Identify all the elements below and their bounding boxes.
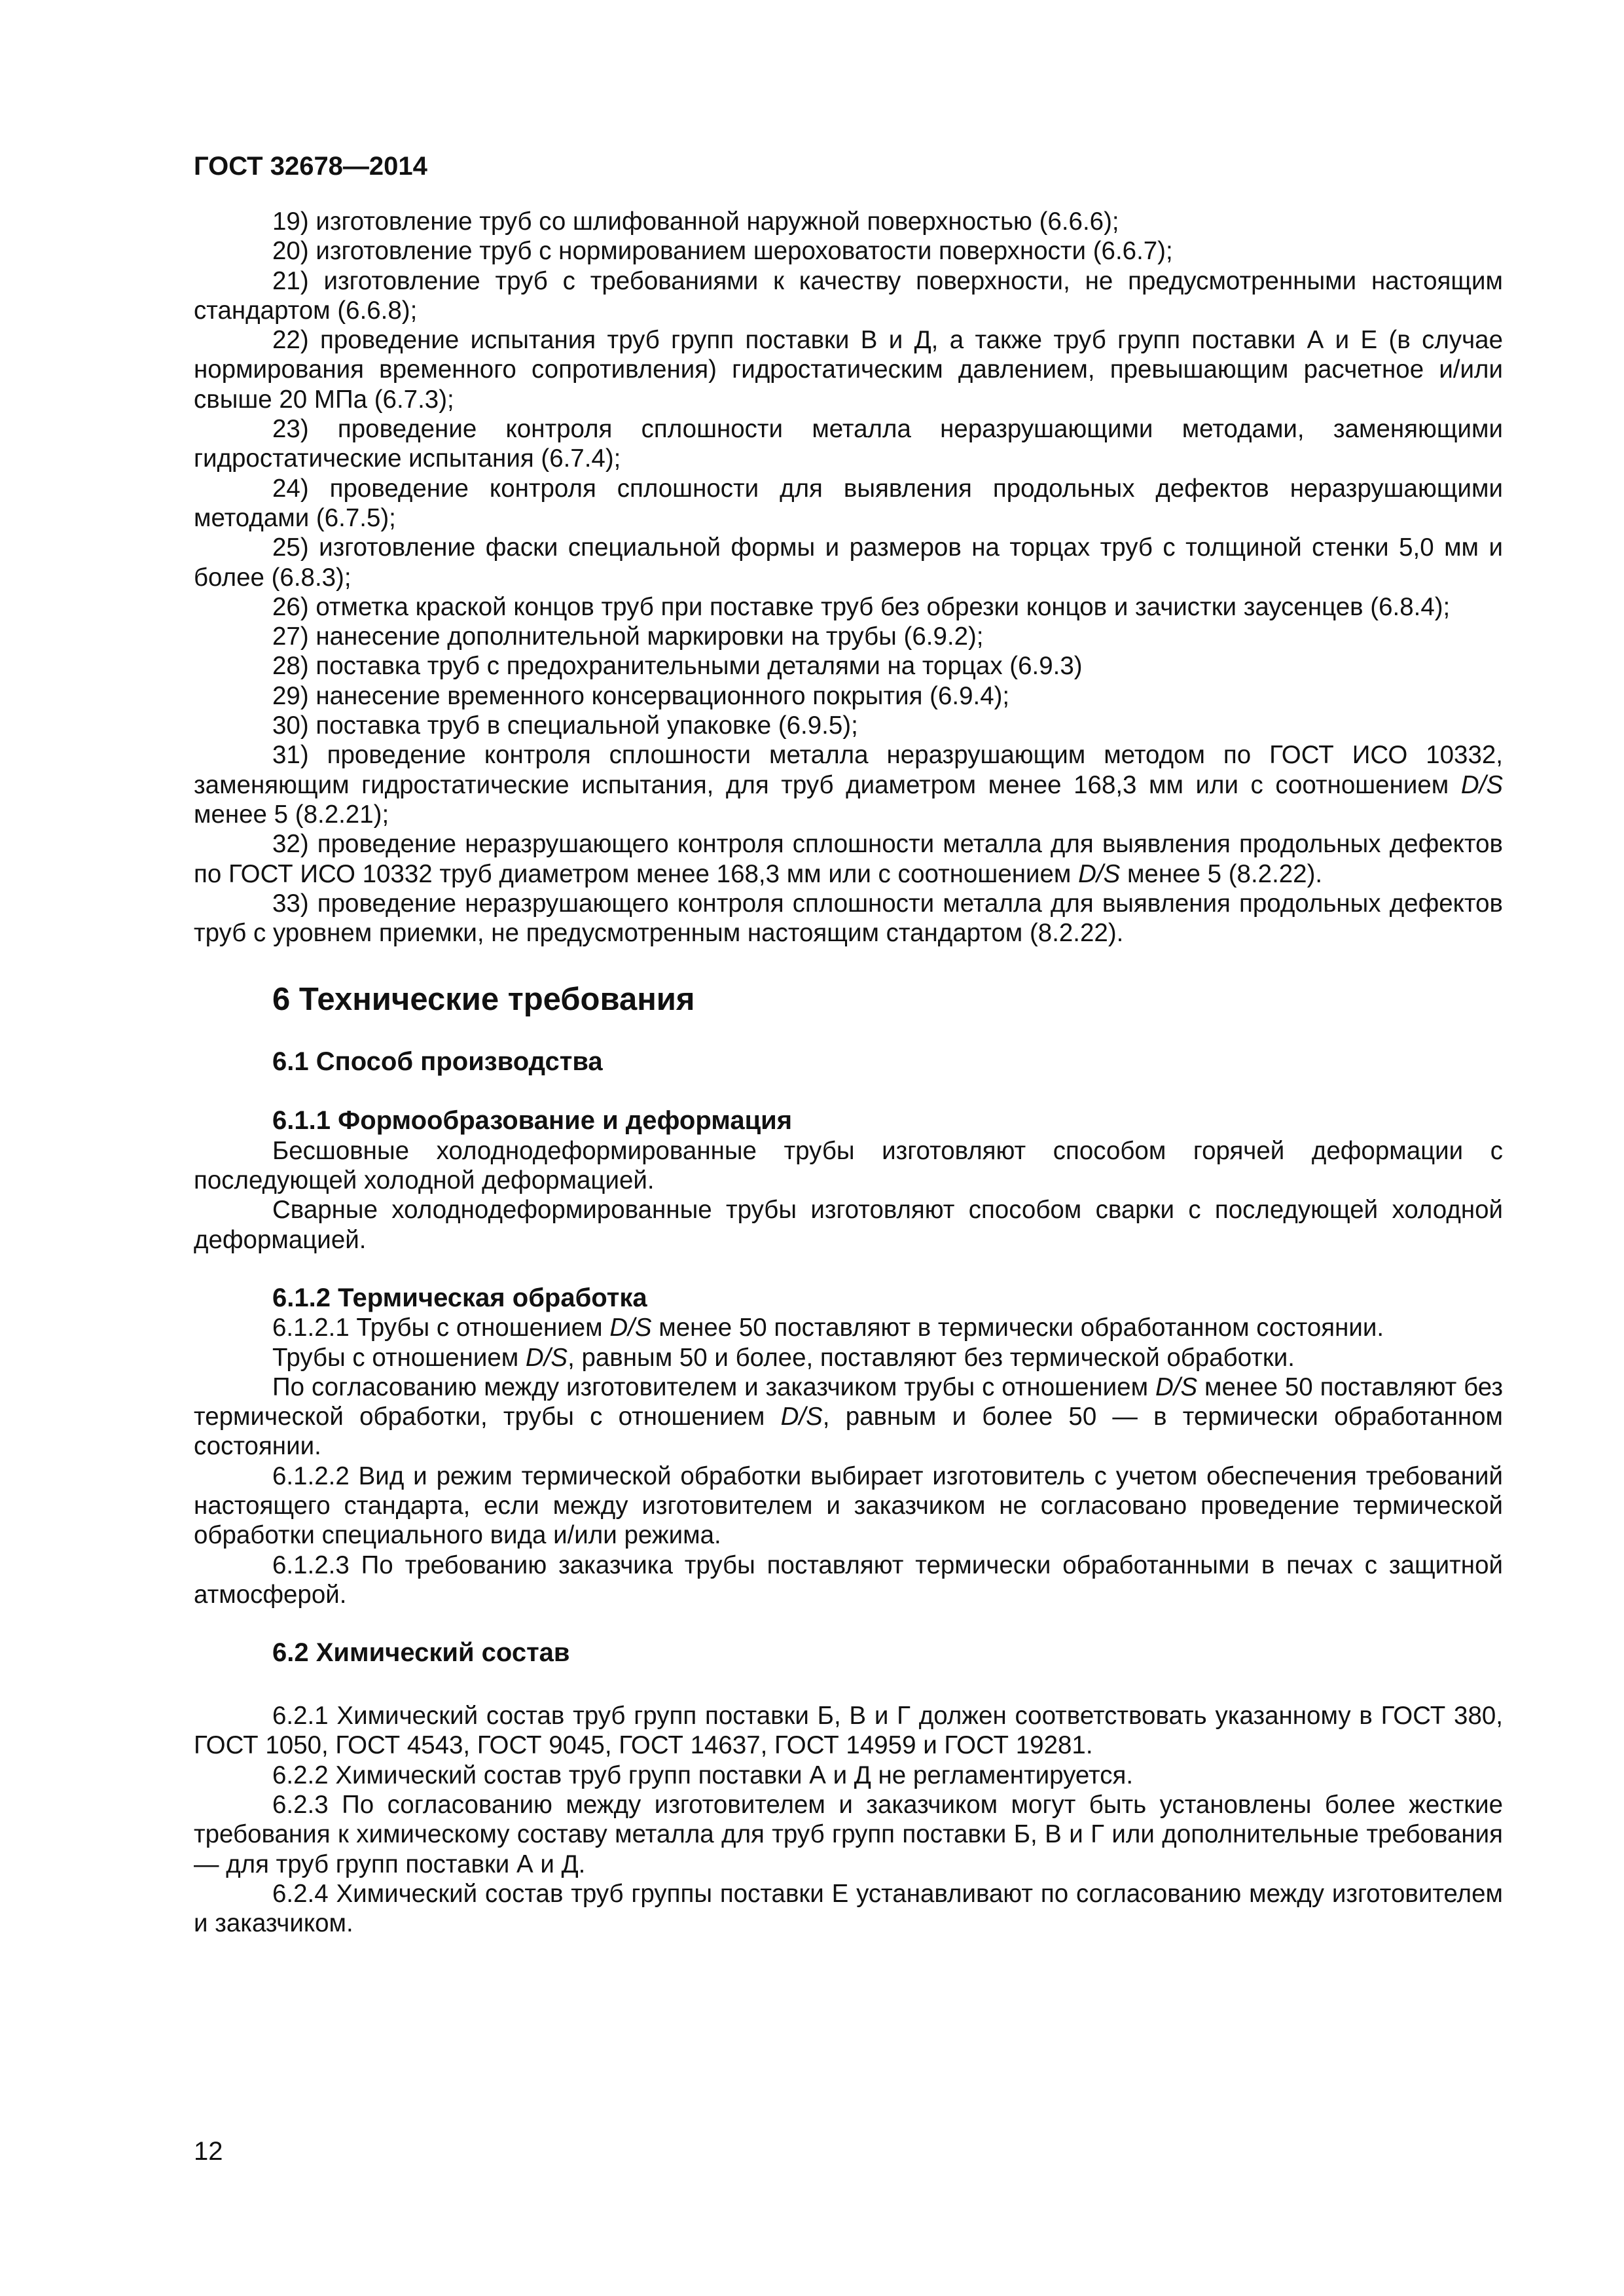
paragraph: Трубы с отношением D/S, равным 50 и более, поставляют без термической обработки.	[272, 1343, 1295, 1372]
list-item: 28) поставка труб с предохранительными деталями на торцах (6.9.3)	[272, 652, 1083, 681]
requirements-list	[194, 207, 1503, 948]
section-6-2-title: 6.2 Химический состав	[272, 1638, 570, 1668]
list-item: 21) изготовление труб с требованиями к качеству поверхности, не предусмотренными настоящим стандартом (6.6.8);	[194, 266, 1503, 325]
document-header: ГОСТ 32678—2014	[194, 152, 427, 181]
paragraph: 6.2.1 Химический состав труб групп поставки Б, В и Г должен соответствовать указанному в ГОСТ 380, ГОСТ 1050, ГОСТ 4543, ГОСТ 9045, ГОСТ 14637, ГОСТ 14959 и ГОСТ 19281.	[194, 1702, 1503, 1760]
paragraph: Бесшовные холоднодеформированные трубы изготовляют способом горячей деформации с последующей холодной деформацией.	[194, 1136, 1503, 1195]
paragraph: По согласованию между изготовителем и заказчиком трубы с отношением D/S менее 50 поставляют без термической обработки, трубы с отношением D/S, равным и более 50 — в термически обработанном состоянии.	[194, 1372, 1503, 1461]
paragraph: 6.1.2.3 По требованию заказчика трубы поставляют термически обработанными в печах с защитной атмосферой.	[194, 1551, 1503, 1609]
paragraph: 6.1.2.2 Вид и режим термической обработки выбирает изготовитель с учетом обеспечения требований настоящего стандарта, если между изготовителем и заказчиком не согласовано проведение термической обработки специального вида и/или режима.	[194, 1462, 1503, 1550]
paragraph: 6.2.2 Химический состав труб групп поставки А и Д не регламентируется.	[272, 1761, 1134, 1789]
list-item: 30) поставка труб в специальной упаковке (6.9.5);	[272, 711, 858, 740]
paragraph: 6.2.4 Химический состав труб группы поставки Е устанавливают по согласованию между изготовителем и заказчиком.	[194, 1879, 1503, 1938]
list-item: 33) проведение неразрушающего контроля сплошности металла для выявления продольных дефектов труб с уровнем приемки, не предусмотренным настоящим стандартом (8.2.22).	[194, 889, 1503, 948]
list-item: 31) проведение контроля сплошности металла неразрушающим методом по ГОСТ ИСО 10332, заменяющим гидростатические испытания, для труб диаметром менее 168,3 мм или с соотношением D/S менее 5 (8.2.21);	[194, 741, 1503, 829]
list-item: 29) нанесение временного консервационного покрытия (6.9.4);	[272, 681, 1010, 710]
list-item: 22) проведение испытания труб групп поставки В и Д, а также труб групп поставки А и Е (в случае нормирования временного сопротивления) гидростатическим давлением, превышающим расчетное и/или свыше 20 МПа (6.7.3);	[194, 326, 1503, 414]
section-6-1-1-title: 6.1.1 Формообразование и деформация	[272, 1106, 793, 1136]
section-6-1-2-title: 6.1.2 Термическая обработка	[272, 1283, 647, 1312]
paragraph: 6.2.3 По согласованию между изготовителем и заказчиком могут быть установлены более жесткие требования к химическому составу металла для труб групп поставки Б, В и Г или дополнительные требования — для труб групп поставки А и Д.	[194, 1791, 1503, 1878]
list-item: 27) нанесение дополнительной маркировки на трубы (6.9.2);	[272, 622, 984, 651]
section-6-1-title: 6.1 Способ производства	[272, 1047, 603, 1077]
section-6-title: 6 Технические требования	[272, 982, 695, 1018]
paragraph: Сварные холоднодеформированные трубы изготовляют способом сварки с последующей холодной деформацией.	[194, 1196, 1503, 1254]
list-item: 32) проведение неразрушающего контроля сплошности металла для выявления продольных дефектов по ГОСТ ИСО 10332 труб диаметром менее 168,3 мм или с соотношением D/S менее 5 (8.2.22).	[194, 830, 1503, 888]
list-item: 23) проведение контроля сплошности металла неразрушающими методами, заменяющими гидростатические испытания (6.7.4);	[194, 415, 1503, 473]
list-item: 20) изготовление труб с нормированием шероховатости поверхности (6.6.7);	[272, 237, 1173, 266]
list-item: 26) отметка краской концов труб при поставке труб без обрезки концов и зачистки заусенцев (6.8.4);	[272, 592, 1451, 621]
list-item: 24) проведение контроля сплошности для выявления продольных дефектов неразрушающими методами (6.7.5);	[194, 474, 1503, 532]
page-number: 12	[194, 2137, 223, 2166]
list-item: 25) изготовление фаски специальной формы и размеров на торцах труб с толщиной стенки 5,0 мм и более (6.8.3);	[194, 533, 1503, 592]
list-item: 19) изготовление труб со шлифованной наружной поверхностью (6.6.6);	[272, 207, 1119, 236]
document-page	[194, 151, 1503, 1939]
paragraph: 6.1.2.1 Трубы с отношением D/S менее 50 поставляют в термически обработанном состоянии.	[272, 1314, 1384, 1342]
